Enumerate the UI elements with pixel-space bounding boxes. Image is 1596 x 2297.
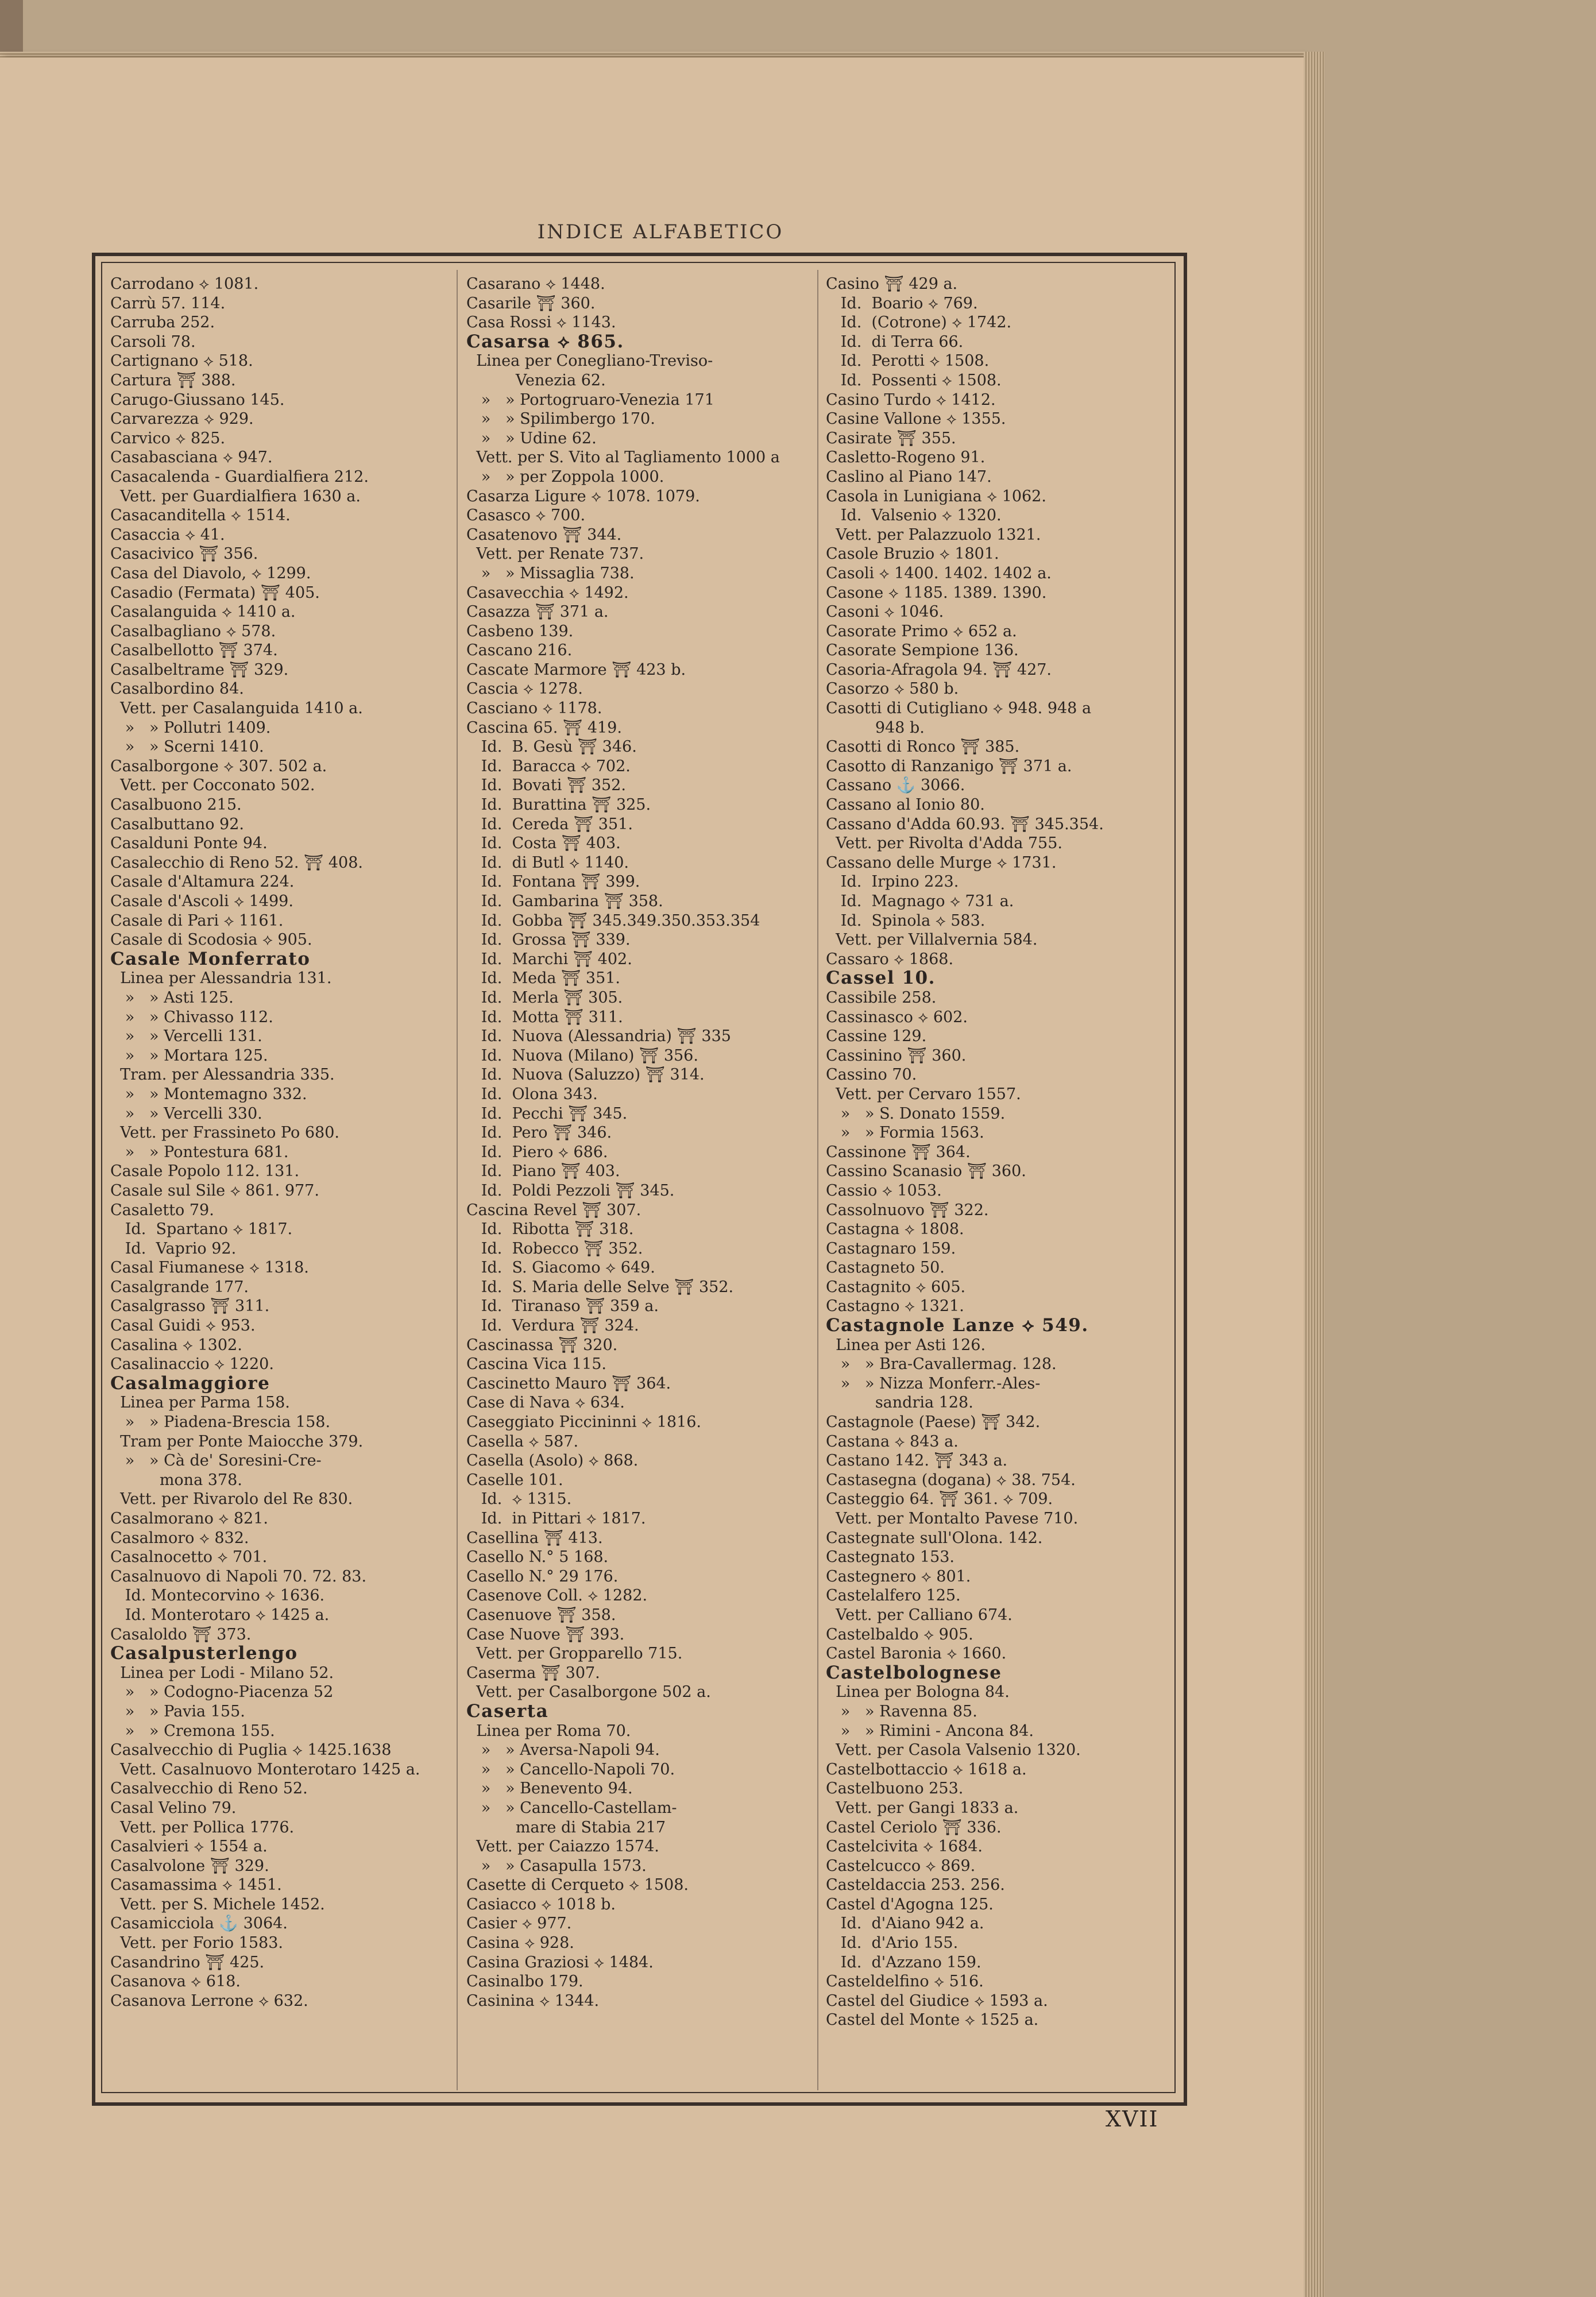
index-entry: Casino Turdo ⟡ 1412. bbox=[826, 390, 996, 409]
index-entry: Id. Cereda ⛩ 351. bbox=[466, 815, 633, 833]
index-entry: Casacanditella ⟡ 1514. bbox=[110, 506, 291, 525]
index-entry: Cassano delle Murge ⟡ 1731. bbox=[826, 853, 1057, 872]
index-entry: Castegnero ⟡ 801. bbox=[826, 1567, 971, 1586]
index-entry: Id. Verdura ⛩ 324. bbox=[466, 1317, 639, 1335]
index-entry: Casone ⟡ 1185. 1389. 1390. bbox=[826, 583, 1047, 602]
index-entry: Cassine 129. bbox=[826, 1027, 927, 1046]
index-entry: » » Spilimbergo 170. bbox=[466, 410, 655, 428]
index-entry: » » Udine 62. bbox=[466, 429, 597, 447]
index-entry: » » Casapulla 1573. bbox=[466, 1857, 647, 1875]
index-entry: Id. Monterotaro ⟡ 1425 a. bbox=[110, 1606, 330, 1624]
index-entry: Casale sul Sile ⟡ 861. 977. bbox=[110, 1181, 319, 1200]
index-entry: Cartura ⛩ 388. bbox=[110, 371, 236, 389]
index-entry: Carrù 57. 114. bbox=[110, 294, 226, 312]
index-entry: Castelalfero 125. bbox=[826, 1587, 961, 1605]
index-column-2 bbox=[466, 274, 811, 2083]
index-entry: Linea per Conegliano-Treviso- bbox=[466, 352, 713, 370]
index-entry: Vett. per Pollica 1776. bbox=[110, 1818, 295, 1836]
index-entry: » » Rimini - Ancona 84. bbox=[826, 1722, 1034, 1740]
index-entry: Id. Perotti ⟡ 1508. bbox=[826, 352, 990, 370]
index-entry: » » Pontestura 681. bbox=[110, 1143, 289, 1161]
index-entry: Vett. per Palazzuolo 1321. bbox=[826, 525, 1041, 544]
index-entry: » » Bra-Cavallermag. 128. bbox=[826, 1355, 1057, 1374]
column-divider bbox=[817, 270, 818, 2090]
index-entry: Casalina ⟡ 1302. bbox=[110, 1336, 242, 1354]
index-entry: mare di Stabia 217 bbox=[466, 1818, 666, 1836]
index-entry: Carugo-Giussano 145. bbox=[110, 390, 285, 409]
index-entry: Casalvecchio di Reno 52. bbox=[110, 1780, 308, 1798]
index-entry: Casoni ⟡ 1046. bbox=[826, 603, 944, 621]
index-entry: Id. Robecco ⛩ 352. bbox=[466, 1239, 643, 1258]
index-entry: Vett. per Villalvernia 584. bbox=[826, 931, 1038, 949]
page-title: INDICE ALFABETICO bbox=[537, 221, 784, 243]
index-entry: Casteggio 64. ⛩ 361. ⟡ 709. bbox=[826, 1490, 1053, 1509]
index-entry: Casavecchia ⟡ 1492. bbox=[466, 583, 629, 602]
index-entry: Carvarezza ⟡ 929. bbox=[110, 410, 254, 428]
index-entry: Cascinassa ⛩ 320. bbox=[466, 1336, 618, 1354]
index-entry: Casotto di Ranzanigo ⛩ 371 a. bbox=[826, 757, 1072, 775]
index-entry: » » S. Donato 1559. bbox=[826, 1104, 1006, 1123]
index-entry: Casaloldo ⛩ 373. bbox=[110, 1625, 252, 1644]
index-entry: Id. di Terra 66. bbox=[826, 332, 964, 351]
index-entry: Vett. per Caiazzo 1574. bbox=[466, 1838, 659, 1856]
index-entry: Casoli ⟡ 1400. 1402. 1402 a. bbox=[826, 564, 1052, 582]
index-entry: Casanova ⟡ 618. bbox=[110, 1973, 241, 1991]
index-entry: Cascano 216. bbox=[466, 641, 573, 660]
index-entry: » » Pavia 155. bbox=[110, 1702, 245, 1720]
index-entry: Id. Tiranaso ⛩ 359 a. bbox=[466, 1297, 659, 1316]
index-entry: » » Ravenna 85. bbox=[826, 1702, 977, 1720]
index-entry: Casalvecchio di Puglia ⟡ 1425.1638 bbox=[110, 1741, 392, 1760]
index-entry: » » Vercelli 131. bbox=[110, 1027, 262, 1046]
index-entry: Casirate ⛩ 355. bbox=[826, 429, 956, 447]
index-entry: Castelbuono 253. bbox=[826, 1780, 964, 1798]
index-entry: Casarza Ligure ⟡ 1078. 1079. bbox=[466, 487, 700, 505]
page-number: XVII bbox=[1106, 2106, 1159, 2132]
index-entry: Vett. per S. Vito al Tagliamento 1000 a bbox=[466, 448, 780, 467]
index-entry: Casalbagliano ⟡ 578. bbox=[110, 622, 276, 640]
index-entry: Casale di Pari ⟡ 1161. bbox=[110, 911, 284, 930]
index-entry: Id. d'Ario 155. bbox=[826, 1934, 959, 1952]
index-entry: Carrodano ⟡ 1081. bbox=[110, 275, 259, 293]
index-entry: Id. Valsenio ⟡ 1320. bbox=[826, 506, 1002, 525]
index-entry: Caselle 101. bbox=[466, 1471, 563, 1489]
index-entry: Casa Rossi ⟡ 1143. bbox=[466, 314, 616, 332]
index-entry: Id. Boario ⟡ 769. bbox=[826, 294, 978, 312]
index-entry: Casalnocetto ⟡ 701. bbox=[110, 1548, 268, 1567]
index-entry: » » Missaglia 738. bbox=[466, 564, 635, 582]
index-entry: Casorate Sempione 136. bbox=[826, 641, 1019, 660]
index-entry: Id. Nuova (Alessandria) ⛩ 335 bbox=[466, 1027, 731, 1046]
index-entry: Id. ⟡ 1315. bbox=[466, 1490, 572, 1509]
index-entry: Cassano d'Adda 60.93. ⛩ 345.354. bbox=[826, 815, 1104, 833]
index-entry: Cascate Marmore ⛩ 423 b. bbox=[466, 660, 686, 679]
index-entry: Cassano ⚓ 3066. bbox=[826, 776, 965, 795]
index-entry: Id. (Cotrone) ⟡ 1742. bbox=[826, 314, 1012, 332]
index-entry: Id. Motta ⛩ 311. bbox=[466, 1008, 623, 1026]
index-entry: Casenuove ⛩ 358. bbox=[466, 1606, 616, 1624]
index-entry: Cassolnuovo ⛩ 322. bbox=[826, 1201, 989, 1219]
index-entry: Vett. per Rivolta d'Adda 755. bbox=[826, 834, 1062, 853]
index-entry: Casina Graziosi ⟡ 1484. bbox=[466, 1953, 654, 1971]
index-entry: Casaletto 79. bbox=[110, 1201, 214, 1219]
index-entry: Castagno ⟡ 1321. bbox=[826, 1297, 964, 1316]
index-entry: Castel del Giudice ⟡ 1593 a. bbox=[826, 1991, 1048, 2010]
index-entry: Cassio ⟡ 1053. bbox=[826, 1181, 942, 1200]
index-entry: » » Piadena-Brescia 158. bbox=[110, 1413, 331, 1432]
index-heading: Casarsa ⟡ 865. bbox=[466, 331, 624, 352]
index-entry: Cascia ⟡ 1278. bbox=[466, 680, 583, 698]
index-heading: Casalpusterlengo bbox=[110, 1643, 298, 1664]
index-entry: Casteldaccia 253. 256. bbox=[826, 1876, 1005, 1894]
index-entry: » » Formia 1563. bbox=[826, 1124, 984, 1142]
index-entry: Casanova Lerrone ⟡ 632. bbox=[110, 1991, 308, 2010]
index-entry: Casalbeltrame ⛩ 329. bbox=[110, 660, 289, 679]
index-entry: Carruba 252. bbox=[110, 314, 215, 332]
index-entry: Castelcivita ⟡ 1684. bbox=[826, 1838, 983, 1856]
index-heading: Casalmaggiore bbox=[110, 1372, 270, 1394]
index-entry: Id. Grossa ⛩ 339. bbox=[466, 931, 631, 949]
index-entry: Casalgrande 177. bbox=[110, 1278, 249, 1296]
index-entry: » » Codogno-Piacenza 52 bbox=[110, 1683, 334, 1702]
index-entry: Cassinone ⛩ 364. bbox=[826, 1143, 971, 1161]
index-entry: Case di Nava ⟡ 634. bbox=[466, 1394, 625, 1412]
index-entry: Cassino 70. bbox=[826, 1066, 917, 1084]
index-entry: Id. Spartano ⟡ 1817. bbox=[110, 1220, 293, 1239]
column-divider bbox=[457, 270, 458, 2090]
index-entry: Casacivico ⛩ 356. bbox=[110, 545, 258, 563]
index-entry: Casandrino ⛩ 425. bbox=[110, 1953, 265, 1971]
index-entry: Casarile ⛩ 360. bbox=[466, 294, 596, 312]
index-entry: Casalmorano ⟡ 821. bbox=[110, 1510, 268, 1528]
index-entry: Cascina 65. ⛩ 419. bbox=[466, 718, 622, 737]
index-entry: Casamassima ⟡ 1451. bbox=[110, 1876, 282, 1894]
index-entry: Casalbellotto ⛩ 374. bbox=[110, 641, 278, 660]
index-entry: Cascina Revel ⛩ 307. bbox=[466, 1201, 642, 1219]
index-entry: Casaccia ⟡ 41. bbox=[110, 525, 225, 544]
index-entry: Vett. per Cervaro 1557. bbox=[826, 1085, 1021, 1103]
index-entry: Casacalenda - Guardialfiera 212. bbox=[110, 467, 369, 486]
index-entry: Castagnole (Paese) ⛩ 342. bbox=[826, 1413, 1041, 1432]
index-entry: Id. d'Aiano 942 a. bbox=[826, 1915, 984, 1933]
index-entry: » » Cancello-Castellam- bbox=[466, 1799, 677, 1817]
index-entry: » » Aversa-Napoli 94. bbox=[466, 1741, 660, 1760]
index-entry: Linea per Bologna 84. bbox=[826, 1683, 1010, 1702]
index-column-1 bbox=[110, 274, 449, 2083]
index-heading: Casale Monferrato bbox=[110, 948, 311, 969]
index-entry: Casiacco ⟡ 1018 b. bbox=[466, 1895, 616, 1913]
index-entry: Vett. per Montalto Pavese 710. bbox=[826, 1510, 1079, 1528]
index-heading: Castagnole Lanze ⟡ 549. bbox=[826, 1315, 1089, 1336]
index-entry: Casier ⟡ 977. bbox=[466, 1915, 572, 1933]
index-entry: Id. Fontana ⛩ 399. bbox=[466, 873, 640, 891]
index-entry: Id. Gambarina ⛩ 358. bbox=[466, 892, 663, 910]
index-entry: Casalgrasso ⛩ 311. bbox=[110, 1297, 270, 1316]
index-entry: Casarano ⟡ 1448. bbox=[466, 275, 605, 293]
index-entry: Casciano ⟡ 1178. bbox=[466, 699, 602, 718]
index-entry: Casadio (Fermata) ⛩ 405. bbox=[110, 583, 320, 602]
index-entry: » » Portogruaro-Venezia 171 bbox=[466, 390, 714, 409]
index-entry: Casatenovo ⛩ 344. bbox=[466, 525, 622, 544]
index-entry: Casalbuono 215. bbox=[110, 796, 242, 814]
index-entry: Castagnaro 159. bbox=[826, 1239, 956, 1258]
index-entry: Cassano al Ionio 80. bbox=[826, 796, 985, 814]
index-entry: Venezia 62. bbox=[466, 371, 606, 389]
index-entry: Castagnito ⟡ 605. bbox=[826, 1278, 966, 1296]
index-entry: Vett. per Casola Valsenio 1320. bbox=[826, 1741, 1081, 1760]
index-heading: Castelbolognese bbox=[826, 1662, 1002, 1683]
index-entry: Vett. per Forio 1583. bbox=[110, 1934, 283, 1952]
index-entry: Casazza ⛩ 371 a. bbox=[466, 603, 609, 621]
index-entry: Casteldelfino ⟡ 516. bbox=[826, 1973, 984, 1991]
index-entry: Id. Nuova (Saluzzo) ⛩ 314. bbox=[466, 1066, 705, 1084]
index-entry: Casotti di Cutigliano ⟡ 948. 948 a bbox=[826, 699, 1092, 718]
index-entry: Id. Pecchi ⛩ 345. bbox=[466, 1104, 628, 1123]
index-entry: Castelcucco ⟡ 869. bbox=[826, 1857, 976, 1875]
index-entry: Castana ⟡ 843 a. bbox=[826, 1432, 959, 1451]
index-entry: Id. di Butl ⟡ 1140. bbox=[466, 853, 629, 872]
index-entry: » » Chivasso 112. bbox=[110, 1008, 273, 1026]
index-entry: Castel del Monte ⟡ 1525 a. bbox=[826, 2011, 1039, 2029]
index-entry: Casino ⛩ 429 a. bbox=[826, 275, 958, 293]
index-entry: sandria 128. bbox=[826, 1394, 973, 1412]
index-entry: Casella (Asolo) ⟡ 868. bbox=[466, 1452, 639, 1470]
index-entry: Vett. per Rivarolo del Re 830. bbox=[110, 1490, 353, 1509]
index-entry: Vett. per Guardialfiera 1630 a. bbox=[110, 487, 361, 505]
index-entry: Castelbaldo ⟡ 905. bbox=[826, 1625, 973, 1644]
index-entry: Id. Marchi ⛩ 402. bbox=[466, 950, 632, 968]
index-entry: Linea per Asti 126. bbox=[826, 1336, 986, 1354]
index-entry: Vett. per Gropparello 715. bbox=[466, 1645, 683, 1663]
index-entry: Castel Ceriolo ⛩ 336. bbox=[826, 1818, 1002, 1836]
index-entry: Id. Merla ⛩ 305. bbox=[466, 988, 623, 1007]
index-entry: Casalnuovo di Napoli 70. 72. 83. bbox=[110, 1567, 367, 1586]
index-entry: Casal Velino 79. bbox=[110, 1799, 237, 1817]
index-entry: Castano 142. ⛩ 343 a. bbox=[826, 1452, 1008, 1470]
index-entry: Id. Piero ⟡ 686. bbox=[466, 1143, 608, 1161]
index-entry: » » Nizza Monferr.-Ales- bbox=[826, 1374, 1041, 1393]
index-entry: » » Montemagno 332. bbox=[110, 1085, 307, 1103]
index-entry: Id. Montecorvino ⟡ 1636. bbox=[110, 1587, 325, 1605]
index-entry: Id. Nuova (Milano) ⛩ 356. bbox=[466, 1046, 698, 1065]
index-entry: Casoria-Afragola 94. ⛩ 427. bbox=[826, 660, 1052, 679]
index-entry: Vett. per Cocconato 502. bbox=[110, 776, 315, 795]
index-entry: Caserma ⛩ 307. bbox=[466, 1664, 600, 1682]
index-entry: Id. Ribotta ⛩ 318. bbox=[466, 1220, 634, 1239]
index-entry: Casalbordino 84. bbox=[110, 680, 244, 698]
index-entry: Casletto-Rogeno 91. bbox=[826, 448, 986, 467]
index-entry: Id. Poldi Pezzoli ⛩ 345. bbox=[466, 1181, 675, 1200]
index-entry: Cascina Vica 115. bbox=[466, 1355, 607, 1374]
index-entry: Casale d'Altamura 224. bbox=[110, 873, 295, 891]
index-entry: Casal Guidi ⟡ 953. bbox=[110, 1317, 256, 1335]
index-entry: Casbeno 139. bbox=[466, 622, 574, 640]
index-entry: Casola in Lunigiana ⟡ 1062. bbox=[826, 487, 1046, 505]
index-entry: » » Benevento 94. bbox=[466, 1780, 633, 1798]
index-entry: Case Nuove ⛩ 393. bbox=[466, 1625, 625, 1644]
index-heading: Caserta bbox=[466, 1700, 549, 1722]
index-entry: Castegnate sull'Olona. 142. bbox=[826, 1529, 1043, 1547]
index-entry: Id. Vaprio 92. bbox=[110, 1239, 237, 1258]
index-entry: Id. Meda ⛩ 351. bbox=[466, 969, 621, 988]
index-entry: Vett. per S. Michele 1452. bbox=[110, 1895, 325, 1913]
index-entry: Linea per Roma 70. bbox=[466, 1722, 631, 1740]
index-entry: Tram. per Alessandria 335. bbox=[110, 1066, 335, 1084]
index-entry: Cartignano ⟡ 518. bbox=[110, 352, 253, 370]
index-column-3 bbox=[826, 274, 1165, 2083]
index-entry: Cassinino ⛩ 360. bbox=[826, 1046, 967, 1065]
index-entry: Id. B. Gesù ⛩ 346. bbox=[466, 738, 637, 756]
index-entry: Casalbuttano 92. bbox=[110, 815, 244, 833]
index-entry: Casasco ⟡ 700. bbox=[466, 506, 586, 525]
index-entry: mona 378. bbox=[110, 1471, 242, 1489]
index-entry: Casamicciola ⚓ 3064. bbox=[110, 1915, 288, 1933]
index-entry: Caslino al Piano 147. bbox=[826, 467, 992, 486]
index-entry: Casa del Diavolo, ⟡ 1299. bbox=[110, 564, 311, 582]
index-entry: Castagna ⟡ 1808. bbox=[826, 1220, 964, 1239]
index-entry: Casalvieri ⟡ 1554 a. bbox=[110, 1838, 268, 1856]
index-entry: Casinina ⟡ 1344. bbox=[466, 1991, 600, 2010]
index-entry: Casalanguida ⟡ 1410 a. bbox=[110, 603, 296, 621]
index-entry: Cassaro ⟡ 1868. bbox=[826, 950, 954, 968]
index-entry: Tram per Ponte Maiocche 379. bbox=[110, 1432, 364, 1451]
index-entry: Casal Fiumanese ⟡ 1318. bbox=[110, 1259, 309, 1277]
index-entry: Cassinasco ⟡ 602. bbox=[826, 1008, 968, 1026]
index-entry: Casella ⟡ 587. bbox=[466, 1432, 579, 1451]
index-entry: Linea per Parma 158. bbox=[110, 1394, 290, 1412]
page-stack-edge bbox=[1304, 52, 1324, 2297]
index-entry: Vett. per Gangi 1833 a. bbox=[826, 1799, 1019, 1817]
index-entry: Castegnato 153. bbox=[826, 1548, 955, 1567]
index-entry: Id. S. Maria delle Selve ⛩ 352. bbox=[466, 1278, 734, 1296]
index-entry: Vett. per Renate 737. bbox=[466, 545, 644, 563]
index-entry: Casalecchio di Reno 52. ⛩ 408. bbox=[110, 853, 363, 872]
index-entry: Casalinaccio ⟡ 1220. bbox=[110, 1355, 274, 1374]
index-entry: » » Pollutri 1409. bbox=[110, 718, 271, 737]
index-entry: » » Asti 125. bbox=[110, 988, 234, 1007]
index-entry: Carvico ⟡ 825. bbox=[110, 429, 226, 447]
index-entry: Carsoli 78. bbox=[110, 332, 196, 351]
index-entry: Casale d'Ascoli ⟡ 1499. bbox=[110, 892, 293, 910]
index-entry: Vett. Casalnuovo Monterotaro 1425 a. bbox=[110, 1760, 420, 1778]
index-entry: Id. Magnago ⟡ 731 a. bbox=[826, 892, 1014, 910]
index-entry: Casorzo ⟡ 580 b. bbox=[826, 680, 959, 698]
index-entry: » » Vercelli 330. bbox=[110, 1104, 262, 1123]
index-entry: Casale di Scodosia ⟡ 905. bbox=[110, 931, 312, 949]
index-entry: Caseggiato Piccininni ⟡ 1816. bbox=[466, 1413, 702, 1432]
index-entry: Linea per Alessandria 131. bbox=[110, 969, 332, 988]
index-entry: Casole Bruzio ⟡ 1801. bbox=[826, 545, 999, 563]
index-entry: Castasegna (dogana) ⟡ 38. 754. bbox=[826, 1471, 1076, 1489]
index-entry: Vett. per Casalanguida 1410 a. bbox=[110, 699, 363, 718]
index-entry: Casina ⟡ 928. bbox=[466, 1934, 574, 1952]
index-entry: Id. Olona 343. bbox=[466, 1085, 598, 1103]
index-entry: Id. Gobba ⛩ 345.349.350.353.354 bbox=[466, 911, 760, 930]
index-entry: Casellina ⛩ 413. bbox=[466, 1529, 603, 1547]
index-entry: Casette di Cerqueto ⟡ 1508. bbox=[466, 1876, 689, 1894]
index-heading: Cassel 10. bbox=[826, 968, 936, 989]
index-entry: Id. S. Giacomo ⟡ 649. bbox=[466, 1259, 655, 1277]
index-entry: Id. Baracca ⟡ 702. bbox=[466, 757, 631, 775]
index-entry: Casalborgone ⟡ 307. 502 a. bbox=[110, 757, 327, 775]
index-entry: Id. Possenti ⟡ 1508. bbox=[826, 371, 1002, 389]
index-entry: Id. Piano ⛩ 403. bbox=[466, 1162, 620, 1181]
index-entry: Vett. per Frassineto Po 680. bbox=[110, 1124, 339, 1142]
index-entry: » » Mortara 125. bbox=[110, 1046, 268, 1065]
index-entry: Casotti di Ronco ⛩ 385. bbox=[826, 738, 1020, 756]
index-entry: Castelbottaccio ⟡ 1618 a. bbox=[826, 1760, 1027, 1778]
index-entry: Castel d'Agogna 125. bbox=[826, 1895, 994, 1913]
index-entry: Id. Bovati ⛩ 352. bbox=[466, 776, 626, 795]
index-entry: Cassibile 258. bbox=[826, 988, 937, 1007]
index-entry: Vett. per Casalborgone 502 a. bbox=[466, 1683, 711, 1702]
index-entry: Id. Irpino 223. bbox=[826, 873, 959, 891]
index-entry: 948 b. bbox=[826, 718, 925, 737]
index-entry: Id. Pero ⛩ 346. bbox=[466, 1124, 612, 1142]
index-entry: Id. Spinola ⟡ 583. bbox=[826, 911, 986, 930]
index-entry: Casalduni Ponte 94. bbox=[110, 834, 268, 853]
index-entry: Casale Popolo 112. 131. bbox=[110, 1162, 300, 1181]
index-entry: Casello N.° 5 168. bbox=[466, 1548, 609, 1567]
index-entry: » » Cremona 155. bbox=[110, 1722, 275, 1740]
index-entry: » » per Zoppola 1000. bbox=[466, 467, 664, 486]
index-entry: Id. Burattina ⛩ 325. bbox=[466, 796, 651, 814]
index-entry: Id. d'Azzano 159. bbox=[826, 1953, 981, 1971]
index-entry: Casinalbo 179. bbox=[466, 1973, 583, 1991]
index-entry: Cassino Scanasio ⛩ 360. bbox=[826, 1162, 1026, 1181]
index-entry: Castagneto 50. bbox=[826, 1259, 945, 1277]
index-entry: Casello N.° 29 176. bbox=[466, 1567, 619, 1586]
index-entry: Cascinetto Mauro ⛩ 364. bbox=[466, 1374, 671, 1393]
index-entry: Casorate Primo ⟡ 652 a. bbox=[826, 622, 1017, 640]
index-entry: Casabasciana ⟡ 947. bbox=[110, 448, 273, 467]
index-entry: Casenove Coll. ⟡ 1282. bbox=[466, 1587, 648, 1605]
index-entry: Vett. per Calliano 674. bbox=[826, 1606, 1013, 1624]
index-entry: Casalvolone ⛩ 329. bbox=[110, 1857, 269, 1875]
index-entry: » » Cà de' Soresini-Cre- bbox=[110, 1452, 322, 1470]
index-entry: Id. Costa ⛩ 403. bbox=[466, 834, 621, 853]
index-entry: » » Cancello-Napoli 70. bbox=[466, 1760, 675, 1778]
index-entry: Castel Baronia ⟡ 1660. bbox=[826, 1645, 1007, 1663]
index-entry: Casalmoro ⟡ 832. bbox=[110, 1529, 249, 1547]
index-entry: Casine Vallone ⟡ 1355. bbox=[826, 410, 1006, 428]
index-entry: » » Scerni 1410. bbox=[110, 738, 264, 756]
index-entry: Id. in Pittari ⟡ 1817. bbox=[466, 1510, 646, 1528]
index-entry: Linea per Lodi - Milano 52. bbox=[110, 1664, 334, 1682]
